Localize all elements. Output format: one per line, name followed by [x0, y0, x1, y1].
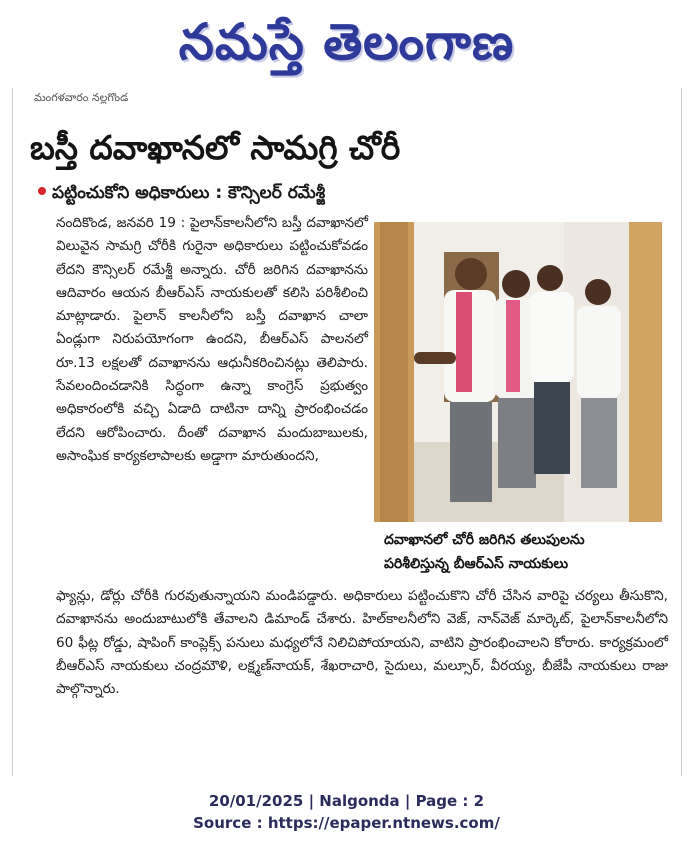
caption-line-1: దవాఖానలో చోరీ జరిగిన తలుపులను: [384, 532, 585, 548]
clipped-previous-line: మంగళవారం నల్లగొండ: [34, 92, 129, 104]
article-photo: [374, 222, 662, 522]
subhead-text: పట్టించుకోని అధికారులు : కౌన్సిలర్ రమేశ్జీ: [52, 183, 326, 203]
article-body-paragraph-2: ఫ్యాన్లు, డోర్లు చోరీకి గురవుతున్నాయని మండిపడ్డారు. అధికారులు పట్టించుకొని చోరీ చేసిన వారిపై చర్యలు తీసుకొని, దవాఖానను అందుబాటులోకి తేవాలని డిమాండ్ చేశారు. హిల్‌కాలనీలోని వెజ్, నాన్‌వెజ్ మార్కెట్, పైలాన్‌కాలనీలోని 60 ఫీట్ల రోడ్డు, షాపింగ్ కాంప్లెక్స్ పనులు మధ్యలోనే నిలిచిపోయాయని, వాటిని ప్రారంభించాలని కోరారు. కార్యక్రమంలో బీఆర్‌ఎస్ నాయకులు చంద్రమౌళి, లక్ష్మణ్‌నాయక్, శేఖరాచారి, సైదులు, మల్సూర్, వీరయ్య, బీజేపీ నాయకులు రాజు పాల్గొన్నారు.: [56, 588, 668, 698]
article-subhead: [38, 180, 678, 206]
photo-caption: [384, 528, 664, 576]
article-body-paragraph-1: నందికొండ, జనవరి 19 : పైలాన్‌కాలనీలోని బస్తీ దవాఖానలో విలువైన సామగ్రి చోరీకి గురైనా అధికారులు పట్టించుకోవడం లేదని కౌన్సిలర్ రమేశ్జీ అన్నారు. చోరీ జరిగిన దవాఖానను ఆదివారం ఆయన బీఆర్‌ఎస్ నాయకులతో కలిసి పరిశీలించి మాట్లాడారు. పైలాన్ కాలనీలోని బస్తీ దవాఖాన చాలా ఏండ్లుగా నిరుపయోగంగా ఉందని, బీఆర్‌ఎస్ పాలనలో రూ.13 లక్షలతో దవాఖానను ఆధునీకరించినట్లు తెలిపారు. సేవలందించడానికి సిద్ధంగా ఉన్నా కాంగ్రెస్ ప్రభుత్వం అధికారంలోకి వచ్చి ఏడాది దాటినా దాన్ని ప్రారంభించడం లేదని ఆరోపించారు. దీంతో దవాఖాన మందుబాబులకు, అసాంఘిక కార్యకలాపాలకు అడ్డాగా మారుతుందని,: [56, 215, 368, 464]
footer: [0, 790, 693, 834]
caption-line-2: పరిశీలిస్తున్న బీఆర్‌ఎస్ నాయకులు: [384, 556, 569, 572]
newspaper-logo: నమస్తే తెలంగాణ: [178, 13, 515, 71]
footer-source-link[interactable]: Source : https://epaper.ntnews.com/: [193, 814, 500, 832]
photo-of-leaders-icon: [374, 222, 662, 522]
article-headline: బస్తీ దవాఖానలో సామగ్రి చోరీ: [30, 128, 401, 167]
article-body-column: [56, 212, 368, 468]
masthead: [0, 2, 693, 82]
footer-date-edition: 20/01/2025 | Nalgonda | Page : 2: [208, 792, 485, 810]
red-bullet-icon: [38, 187, 46, 195]
article-body-full-width: [56, 585, 668, 701]
